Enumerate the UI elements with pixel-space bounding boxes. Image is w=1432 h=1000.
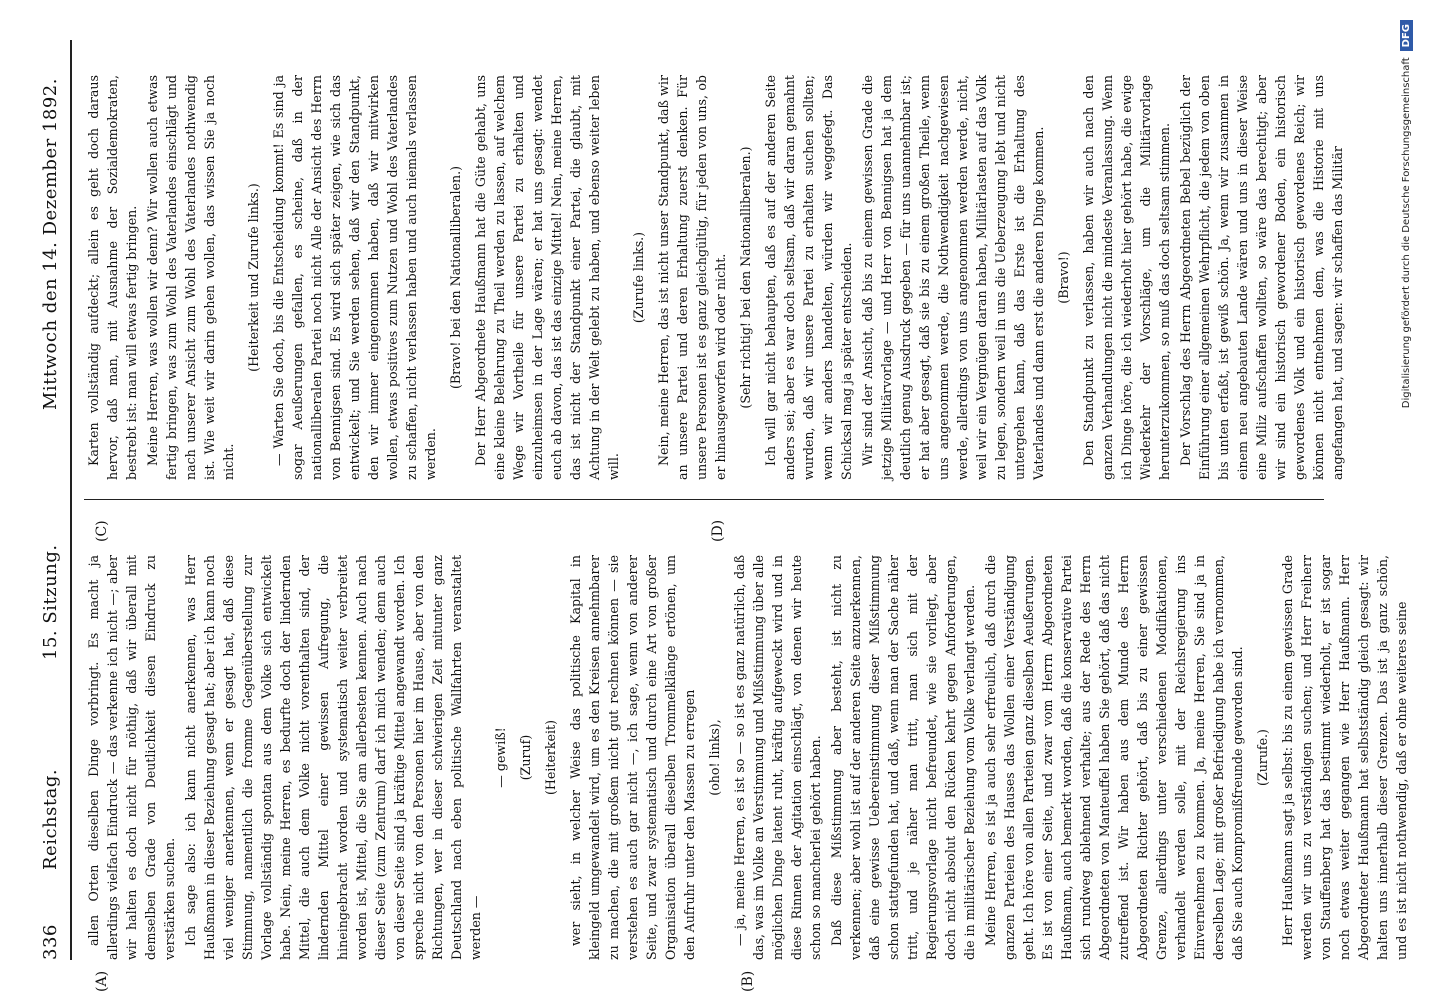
interjection: (Bravo!) bbox=[1056, 251, 1071, 304]
interjection: (Zurufe links.) bbox=[631, 231, 646, 324]
paragraph: wer sieht, in welcher Weise das politische Kapital in kleingeld umgewandelt wird, um es den Kreisen annehmbarer zu machen, die mit großem nicht gut rechnen können — sie verstehen es auch gar nicht —, ich sage, wenn von anderer Seite, und zwar systematisch und durch eine Art von großer Organisation überall dieselben Trommelklänge ertönen, um den Aufruhr unter den Massen zu erregen bbox=[568, 555, 697, 960]
paragraph: Herr Haußmann sagt ja selbst: bis zu einem gewissen Grade werden wir uns zu verständigen suchen; und Herr Freiherr von Stauffenberg hat das bestimmt wiederholt, er ist sogar noch etwas weiter gegangen wie Herr Haußmann. Herr Abgeordneter Haußmann hat selbstständig gleich gesagt: wir halten uns innerhalb dieser Grenzen. Das ist ja ganz schön, und es ist nicht nothwendig, daß er ohne weiteres seine bbox=[1280, 555, 1409, 960]
credit-text: Digitalisierung gefördert durch die Deutsche Forschungsgemeinschaft bbox=[1401, 57, 1412, 409]
paragraph: Karten vollständig aufdeckt; allein es geht doch daraus hervor, daß man, mit Ausnahme der Sozialdemokraten, bestrebt ist: man will etwas fertig bringen. bbox=[86, 75, 139, 480]
interjection: (Zurufe.) bbox=[1255, 729, 1270, 786]
paragraph: Nein, meine Herren, das ist nicht unser Standpunkt, daß wir an unsere Partei und deren Erhaltung zuerst denken. Für unsere Personen ist es ganz gleichgültig, für jeden von uns, ob er hinausgeworfen wird oder nicht. bbox=[656, 75, 728, 480]
margin-marker-a: (A) bbox=[94, 970, 110, 992]
interjection: (Heiterkeit und Zurufe links.) bbox=[246, 183, 261, 372]
left-column bbox=[84, 555, 1409, 960]
paragraph: — ja, meine Herren, es ist so — so ist es ganz natürlich, daß das, was im Volke an Verstimmung und Mißstimmung über alle möglichen Dinge latent ruht, kräftig aufgeweckt wird und in diese Rinnen der Agitation einschlägt, von denen wir heute schon so mancherlei gehört haben. bbox=[732, 555, 823, 960]
paragraph: Der Herr Abgeordnete Haußmann hat die Güte gehabt, uns eine kleine Belehrung zu Theil werden zu lassen, auf welchem Wege wir Vortheile für unsere Partei zu erhalten und einzuheimsen in der Lage wären; er hat uns gesagt: wendet euch ab davon, das ist das einzige Mittel! Nein, meine Herren, das ist nicht der Standpunkt einer Partei, die glaubt, mit Achtung in der Welt gelebt zu haben, und ebenso weiter leben will. bbox=[473, 75, 621, 480]
paragraph: Der Vorschlag des Herrn Abgeordneten Bebel bezüglich der Einführung einer allgemeinen Wehrpflicht, die jedem von oben bis unten erfaßt, ist gewiß schön. Ja, wenn wir zusammen in einem neu angebauten Lande wären und uns in dieser Weise eine Miliz aufschaffen wollten, so wäre das berechtigt; aber wir sind ein historisch gewordener Boden, ein historisch gewordenes Volk und ein historisch gewordenes Reich; wir können nicht entnehmen dem, was die Historie mit uns angefangen hat, und sagen: wir schaffen das Militär bbox=[1178, 75, 1345, 480]
right-column bbox=[84, 75, 1345, 480]
interjection: (Bravo! bei den Nationalliberalen.) bbox=[448, 165, 463, 390]
dfg-logo: DFG bbox=[1400, 20, 1413, 51]
paragraph: Ich sage also: ich kann nicht anerkennen, was Herr Haußmann in dieser Beziehung gesagt hat; aber ich kann noch viel weniger anerkennen, wenn er gesagt hat, daß diese Stimmung, namentlich die fromme Gegenüberstellung zur Vorlage vollständig spontan aus dem Volke sich entwickelt habe. Nein, meine Herren, es bedurfte doch der lindernden Mittel, die auch dem Volke nicht vorenthalten sind, der lindernden Mittel einer gewissen Aufregung, die hineingebracht worden und systematisch weiter verbreitet worden ist, Mittel, die Sie am allerbesten kennen. Auch nach dieser Seite (zum Zentrum) darf ich mich wenden; denn auch von dieser Seite sind ja kräftige Mittel angewandt worden. Ich spreche nicht von den Personen hier im Hause, aber von den Richtungen, wer in dieser schwierigen Zeit mitunter ganz Deutschland nach eben politische Wallfahrten veranstaltet werden — bbox=[183, 555, 483, 960]
page-header bbox=[30, 40, 72, 960]
interjection: — gewiß! bbox=[493, 727, 508, 788]
interjection: (Heiterkeit) bbox=[543, 720, 558, 795]
digitization-credit bbox=[1400, 20, 1422, 580]
page-number: 336 bbox=[40, 924, 61, 960]
paragraph: Daß diese Mißstimmung aber besteht, ist nicht zu verkennen; aber wohl ist auf der anderen Seite anzuerkennen, daß eine gewisse Uebereinstimmung dieser Mißstimmung schon stattgefunden hat, und daß, wenn man der Sache näher tritt, und je näher man tritt, man sich mit der Regierungsvorlage nicht befreundet, wie sie vorliegt, aber doch nicht absolut den Rücken kehrt gegen Anforderungen, die in militärischer Beziehung vom Volke verlangt werden. bbox=[829, 555, 977, 960]
interjection: (Sehr richtig! bei den Nationalliberalen.) bbox=[738, 146, 753, 409]
margin-marker-c: (C) bbox=[94, 520, 110, 542]
interjection: (Zuruf) bbox=[518, 734, 533, 781]
paragraph: allen Orten dieselben Dinge vorbringt. Es macht ja allerdings vielfach Eindruck — das verkenne ich nicht —; aber wir halten es doch nicht für nöthig, daß wir überall mit demselben Grade von Deutlichkeit diesen Eindruck zu verstärken suchen. bbox=[86, 555, 177, 960]
header-date: Mittwoch den 14. Dezember 1892. bbox=[40, 78, 61, 410]
header-session: 15. Sitzung. bbox=[40, 544, 61, 660]
paragraph: Meine Herren, es ist ja auch sehr erfreulich, daß durch die ganzen Parteien des Hauses das Wollen einer Verständigung geht. Ich höre von allen Parteien ganz dieselben Aeußerungen. Es ist von einer Seite, und zwar vom Herrn Abgeordneten Haußmann, auch bemerkt worden, daß die konservative Partei sich rundweg ablehnend verhalte; aus der Rede des Herrn Abgeordneten von Manteuffel haben Sie gehört, daß das nicht zutreffend ist. Wir haben aus dem Munde des Herrn Abgeordneten Richter gehört, daß bis zu einer gewissen Grenze, allerdings unter verschiedenen Modifikationen, verhandelt werden solle, mit der Reichsregierung ins Einvernehmen zu kommen. Ja, meine Herren, Sie sind ja in derselben Lage; mit großer Befriedigung habe ich vernommen, daß Sie auch Kompromißfreunde geworden sind. bbox=[983, 555, 1245, 960]
margin-marker-b: (B) bbox=[740, 970, 756, 992]
header-left-title: Reichstag. bbox=[40, 768, 61, 870]
margin-marker-d: (D) bbox=[710, 519, 726, 542]
interjection: (oho! links), bbox=[707, 719, 722, 796]
paragraph: — Warten Sie doch, bis die Entscheidung kommt! Es sind ja sogar Aeußerungen gefallen, es scheine, daß in der nationalliberalen Partei noch nicht Alle der Ansicht des Herrn von Bennigsen sind. Es wird sich später zeigen, wie sich das entwickelt; und Sie werden sehen, daß wir den Standpunkt, den wir immer eingenommen haben, daß wir mitwirken wollen, etwas positives zum Nutzen und Wohl des Vaterlandes zu schaffen, nicht verlassen haben und auch niemals verlassen werden. bbox=[271, 75, 438, 480]
column-divider bbox=[84, 499, 1324, 500]
paragraph: Den Standpunkt zu verlassen, haben wir auch nach den ganzen Verhandlungen nicht die mindeste Veranlassung. Wenn ich Dinge höre, die ich wiederholt hier gehört habe, die ewige Wiederkehr der Vorschläge, um die Militärvorlage herunterzukommen, so muß das doch seltsam stimmen. bbox=[1081, 75, 1172, 480]
paragraph: Wir sind der Ansicht, daß bis zu einem gewissen Grade die jetzige Militärvorlage — und Herr von Bennigsen hat ja dem deutlich genug Ausdruck gegeben — für uns unannehmbar ist; er hat aber gesagt, daß sie bis zu einem großen Theile, wenn uns angenommen werde, die Nothwendigkeit nachgewiesen werde, allerdings von uns angenommen werden werde, nicht, weil wir ein Vergnügen daran haben, Militärlasten auf das Volk zu legen, sondern weil in uns die Ueberzeugung lebt und nicht untergehen kann, daß das Erste ist die Erhaltung des Vaterlandes und dann erst die anderen Dinge kommen. bbox=[860, 75, 1046, 480]
paragraph: Ich will gar nicht behaupten, daß es auf der anderen Seite anders sei; aber es war doch seltsam, daß wir daran gemahnt wurden, daß wir unsere Partei zu erhalten suchen sollten; wenn wir anders handelten, würden wir weggefegt. Das Schicksal mag ja später entscheiden. bbox=[763, 75, 854, 480]
paragraph: Meine Herren, was wollen wir denn? Wir wollen auch etwas fertig bringen, was zum Wohl des Vaterlandes einschlägt und nach unserer Ansicht zum Wohl des Vaterlandes nothwendig ist. Wie weit wir darin gehen wollen, das wissen Sie ja noch nicht. bbox=[145, 75, 236, 480]
